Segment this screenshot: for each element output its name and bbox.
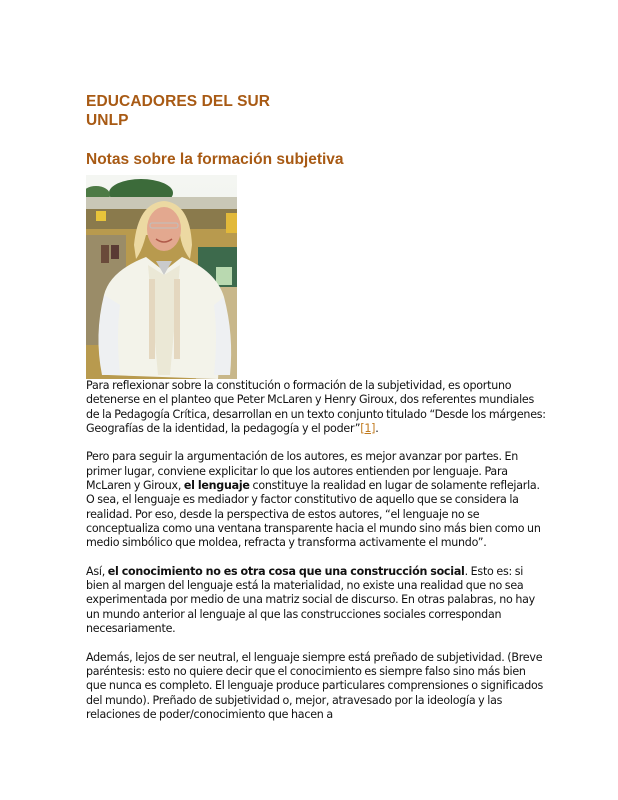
paragraph-text: Además, lejos de ser neutral, el lenguaje siempre está preñado de subjetividad. (Breve paréntesis: esto no quiere decir que el conocimiento es siempre falso sino más bien que nunca es completo. El lenguaje produce particulares comprensiones o significados del mundo). Preñado de subjetividad o, mejor, atravesado por la ideología y las relaciones de poder/conocimiento que hacen a <box>86 650 544 721</box>
paragraph-text: . <box>375 421 379 435</box>
document-page <box>86 92 546 722</box>
paragraph-intro <box>86 379 546 436</box>
paragraph-text: Pero para seguir la argumentación de los autores, es mejor avanzar por partes. En primer lugar, conviene explicitar lo que los autores entienden por lenguaje. Para McLaren y Giroux, <box>86 450 519 493</box>
paragraph-text: constituye la realidad en lugar de solamente reflejarla. O sea, el lenguaje es mediador y factor constitutivo de aquello que se considera la realidad. Por eso, desde la perspectiva de estos autores, “el lenguaje no se conceptualiza como una ventana transparente hacia el mundo sino más bien como un medio simbólico que moldea, refracta y transforma activamente el mundo”. <box>86 479 541 550</box>
article-title: Notas sobre la formación subjetiva <box>86 151 344 168</box>
emphasis-text: el lenguaje <box>183 479 250 493</box>
emphasis-text: el conocimiento no es otra cosa que una construcción social <box>107 564 465 578</box>
footnote-link[interactable]: [1] <box>360 421 376 435</box>
org-subtitle: UNLP <box>86 112 129 129</box>
portrait-image <box>86 175 237 379</box>
paragraph-text: Para reflexionar sobre la constitución o formación de la subjetividad, es oportuno detenerse en el planteo que Peter McLaren y Henry Giroux, dos referentes mundiales de la Pedagogía Crítica, desarrollan en un texto conjunto titulado “Desde los márgenes: Geografías de la identidad, la pedagogía y el poder” <box>86 379 546 435</box>
org-name: EDUCADORES DEL SUR <box>86 93 271 110</box>
paragraph-lenguaje <box>86 450 546 550</box>
paragraph-text: Así, <box>86 564 108 578</box>
paragraph-conocimiento <box>86 565 546 636</box>
author-photo <box>86 175 237 379</box>
paragraph-subjetividad <box>86 651 546 722</box>
paragraph-text: . Esto es: si bien al margen del lenguaje está la materialidad, no existe una realidad que no sea experimentada por medio de una matriz social de discurso. En otras palabras, no hay un mundo anterior al lenguaje al que las construcciones sociales correspondan necesariamente. <box>86 564 535 636</box>
